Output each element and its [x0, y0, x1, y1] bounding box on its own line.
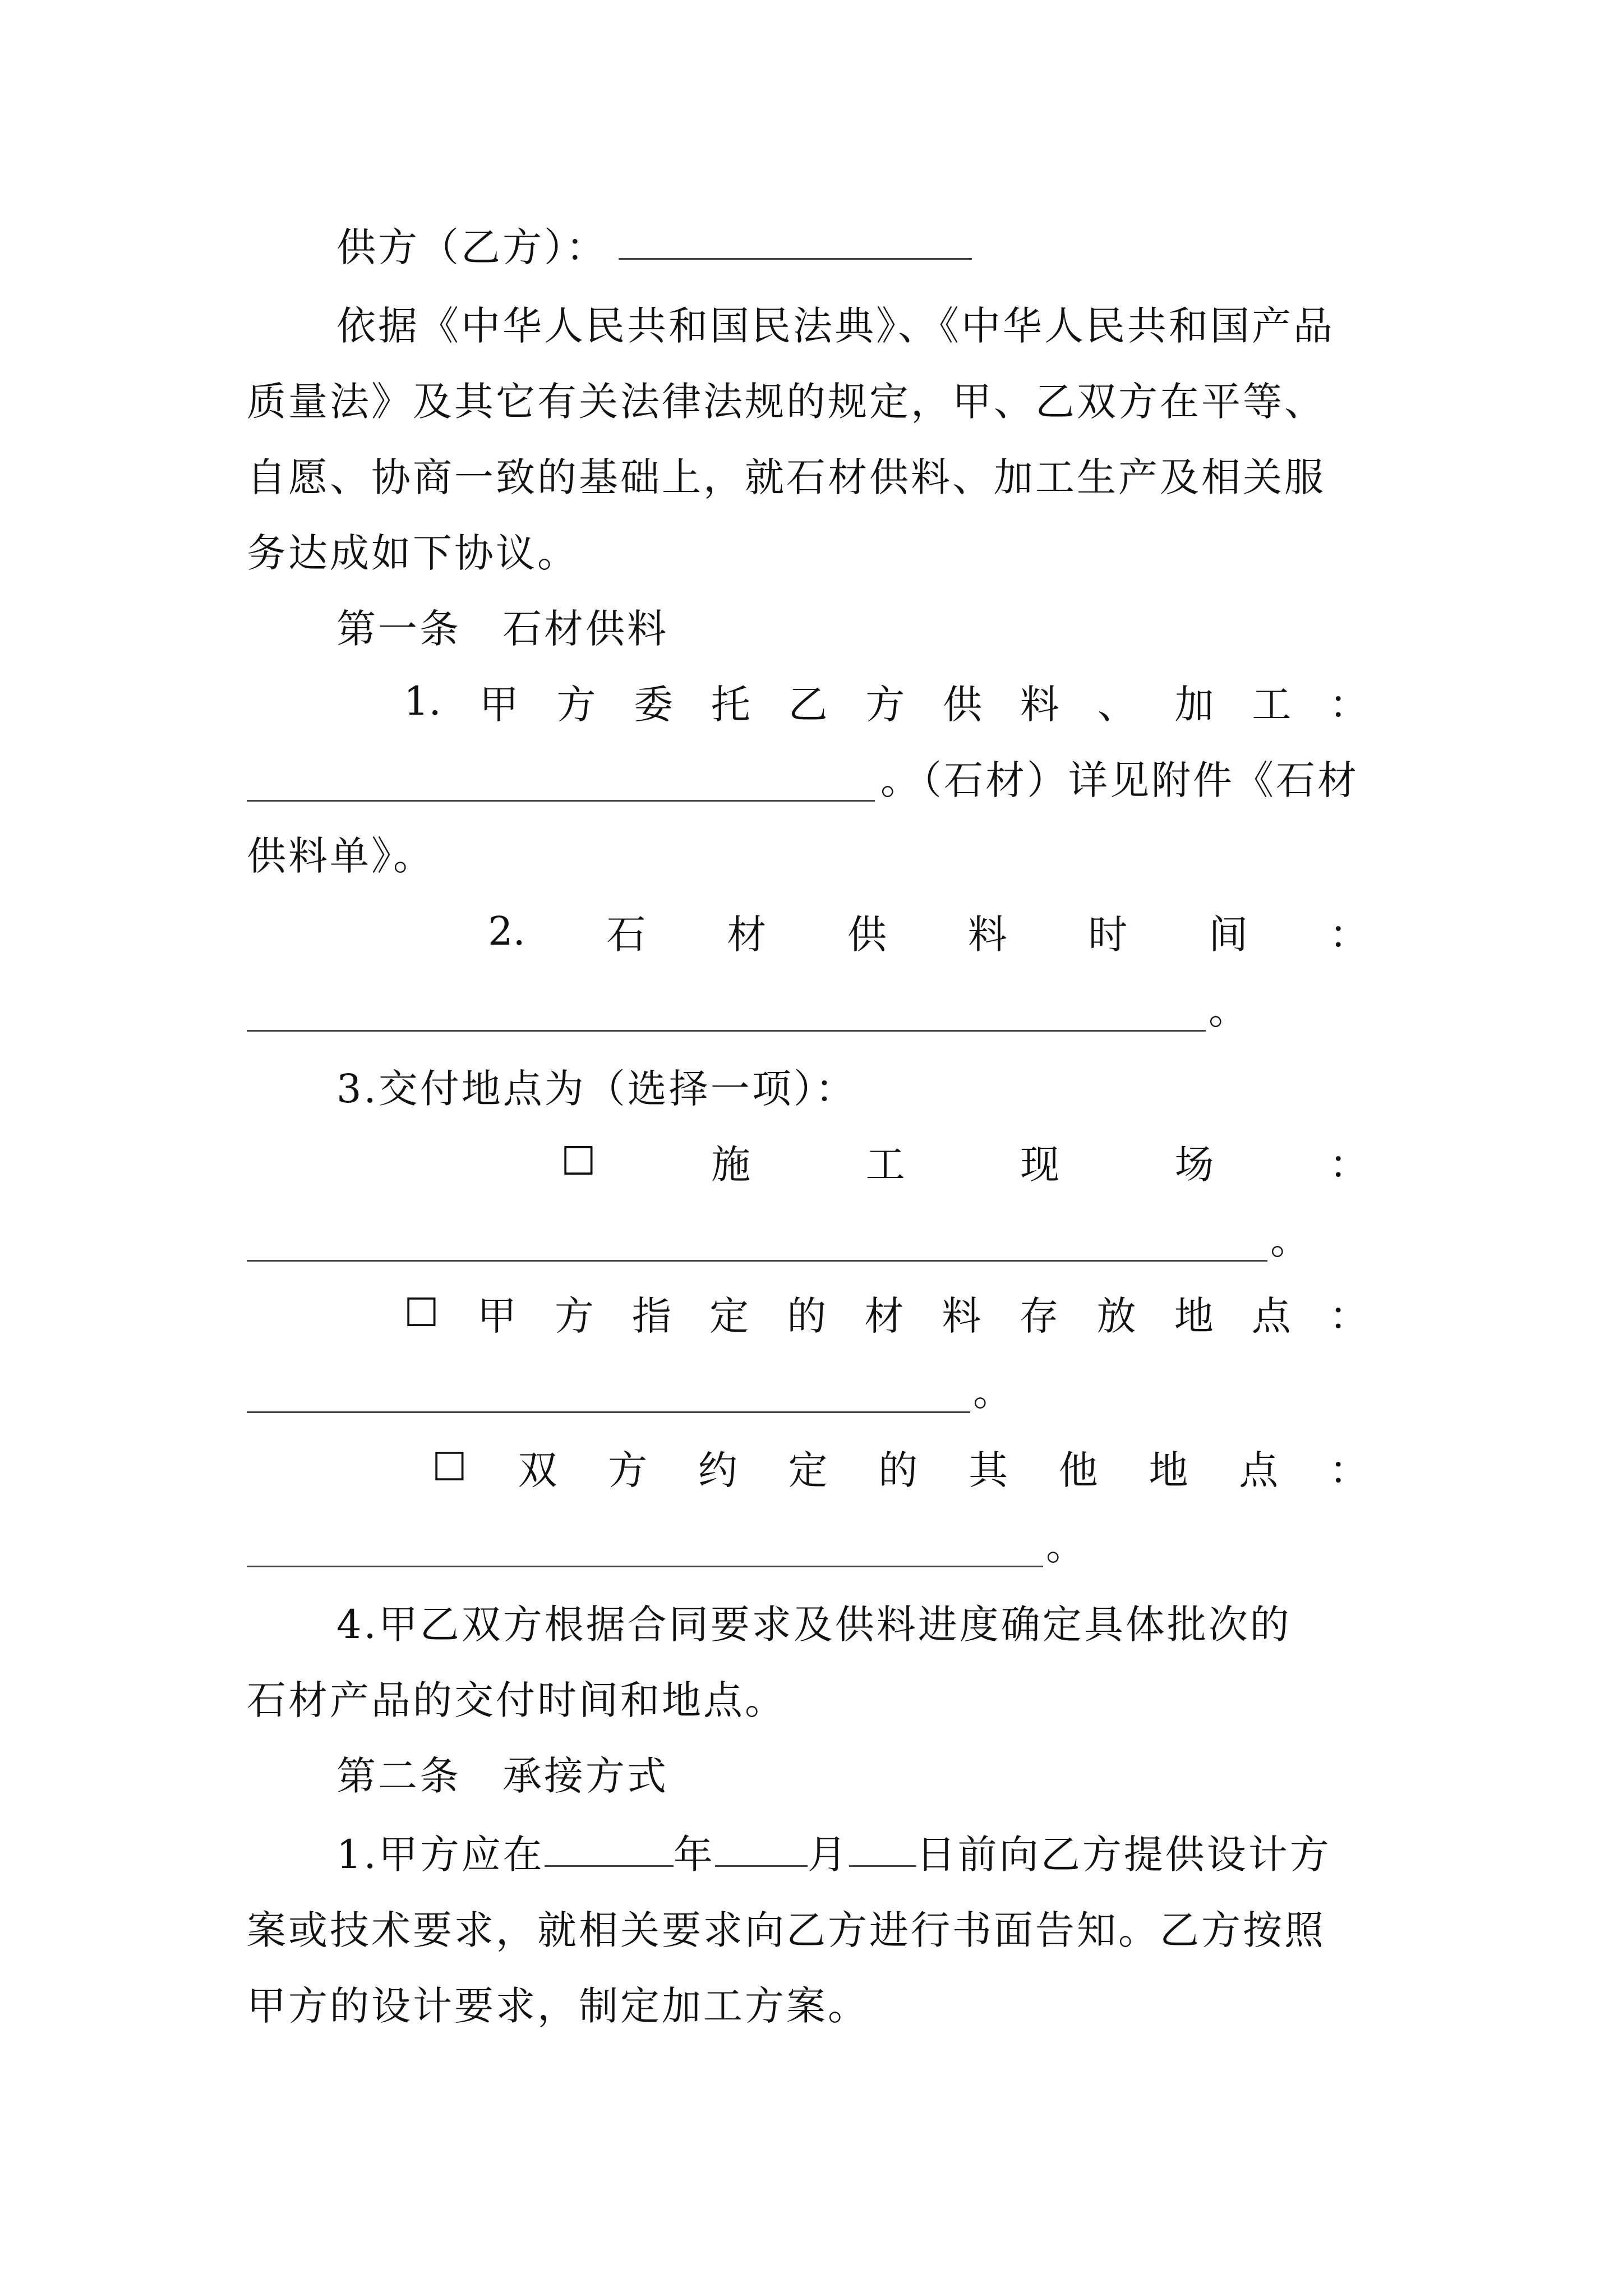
option2-tail: 。 [973, 1368, 1015, 1415]
article1-item2-tail: 。 [1209, 987, 1250, 1033]
article2-item1-line1 [336, 1823, 1331, 1879]
char: 他 [1058, 1447, 1098, 1493]
char: 点 [1251, 1292, 1291, 1339]
day-suffix: 日前向乙方提供设计方 [916, 1831, 1331, 1878]
article1-item1-line3: 供料单》。 [247, 832, 435, 879]
char: 甲 [477, 1292, 517, 1339]
article1-item4-line1: 4.甲乙双方根据合同要求及供料进度确定具体批次的 [336, 1601, 1292, 1648]
article2-item1-line3: 甲方的设计要求，制定加工方案。 [247, 1982, 869, 2029]
char: 的 [787, 1292, 827, 1339]
char: 地 [1149, 1447, 1188, 1493]
checkbox-icon[interactable]: ☐ [561, 1138, 596, 1184]
char: 方 [554, 1292, 594, 1339]
char: 托 [711, 681, 750, 728]
char: 的 [878, 1447, 918, 1493]
char: 料 [1020, 681, 1059, 728]
char: ： [1329, 911, 1368, 958]
char: 方 [608, 1447, 648, 1493]
char: 其 [969, 1447, 1008, 1493]
char: 地 [1174, 1292, 1214, 1339]
article1-item4-line2: 石材产品的交付时间和地点。 [247, 1677, 786, 1723]
char: 供 [943, 681, 983, 728]
article2-item1-line2: 案或技术要求，就相关要求向乙方进行书面告知。乙方按照 [247, 1907, 1326, 1953]
char: 方 [556, 681, 596, 728]
char: 存 [1019, 1292, 1059, 1339]
char: 乙 [788, 681, 828, 728]
option1-tail: 。 [1270, 1217, 1312, 1263]
supplier-name-blank[interactable] [619, 229, 972, 260]
supplier-label: 供方（乙方）： [336, 224, 607, 270]
item-number: 2. [488, 908, 525, 954]
preamble-line-1: 依据《中华人民共和国民法典》、《中华人民共和国产品 [336, 302, 1335, 349]
checkbox-icon[interactable]: ☐ [432, 1444, 467, 1490]
article1-item2-line1 [488, 903, 1368, 959]
char: 点 [1239, 1447, 1279, 1493]
checkbox-icon[interactable]: ☐ [404, 1290, 439, 1336]
month-label: 月 [807, 1831, 849, 1878]
supply-time-blank[interactable] [247, 1029, 1206, 1032]
char: 现 [1020, 1141, 1060, 1188]
char: 场 [1174, 1141, 1214, 1188]
delivery-option-agreed-location[interactable] [432, 1439, 1368, 1495]
char: 指 [632, 1292, 672, 1339]
char: 料 [942, 1292, 981, 1339]
char: 时 [1088, 911, 1128, 958]
char: 、 [1097, 681, 1137, 728]
designated-storage-blank[interactable] [247, 1410, 970, 1413]
char: 料 [967, 911, 1007, 958]
char: 放 [1096, 1292, 1136, 1339]
char: ： [1329, 1141, 1368, 1188]
char: ： [1329, 1447, 1368, 1493]
day-blank[interactable] [849, 1836, 916, 1867]
article1-item3-title: 3.交付地点为（选择一项）： [336, 1065, 857, 1112]
char: ： [1329, 1292, 1368, 1339]
preamble-line-2: 质量法》及其它有关法律法规的规定，甲、乙双方在平等、 [247, 378, 1326, 425]
char: 方 [865, 681, 905, 728]
char: 材 [864, 1292, 904, 1339]
agreed-location-blank[interactable] [247, 1565, 1043, 1567]
char: 工 [865, 1141, 905, 1188]
char: 双 [518, 1447, 557, 1493]
preamble-line-3: 自愿、协商一致的基础上，就石材供料、加工生产及相关服 [247, 454, 1326, 500]
month-blank[interactable] [715, 1836, 808, 1867]
delivery-option-designated-storage[interactable] [404, 1285, 1368, 1341]
char: 材 [727, 911, 767, 958]
delivery-option-construction-site[interactable] [561, 1133, 1368, 1189]
option3-tail: 。 [1046, 1522, 1087, 1569]
char: ： [1329, 681, 1368, 728]
char: 供 [847, 911, 887, 958]
char: 工 [1252, 681, 1292, 728]
char: 约 [698, 1447, 737, 1493]
preamble-line-4: 务达成如下协议。 [247, 530, 579, 576]
year-blank[interactable] [545, 1836, 674, 1867]
article1-title: 第一条 石材供料 [336, 605, 668, 652]
stone-material-blank[interactable] [247, 799, 875, 802]
article2-item1-prefix: 1.甲方应在 [336, 1831, 545, 1878]
char: 间 [1209, 911, 1248, 958]
char: 施 [711, 1141, 751, 1188]
article1-item1-line1 [404, 673, 1368, 729]
construction-site-blank[interactable] [247, 1259, 1267, 1262]
article1-item1-line2-tail: 。（石材）详见附件《石材 [880, 757, 1359, 803]
char: 定 [788, 1447, 828, 1493]
year-label: 年 [673, 1831, 715, 1878]
char: 定 [709, 1292, 749, 1339]
char: 石 [606, 911, 646, 958]
item-number: 1. [404, 678, 441, 724]
article2-title: 第二条 承接方式 [336, 1752, 668, 1799]
char: 甲 [479, 681, 519, 728]
char: 委 [634, 681, 674, 728]
supplier-line [336, 216, 972, 272]
char: 加 [1174, 681, 1214, 728]
